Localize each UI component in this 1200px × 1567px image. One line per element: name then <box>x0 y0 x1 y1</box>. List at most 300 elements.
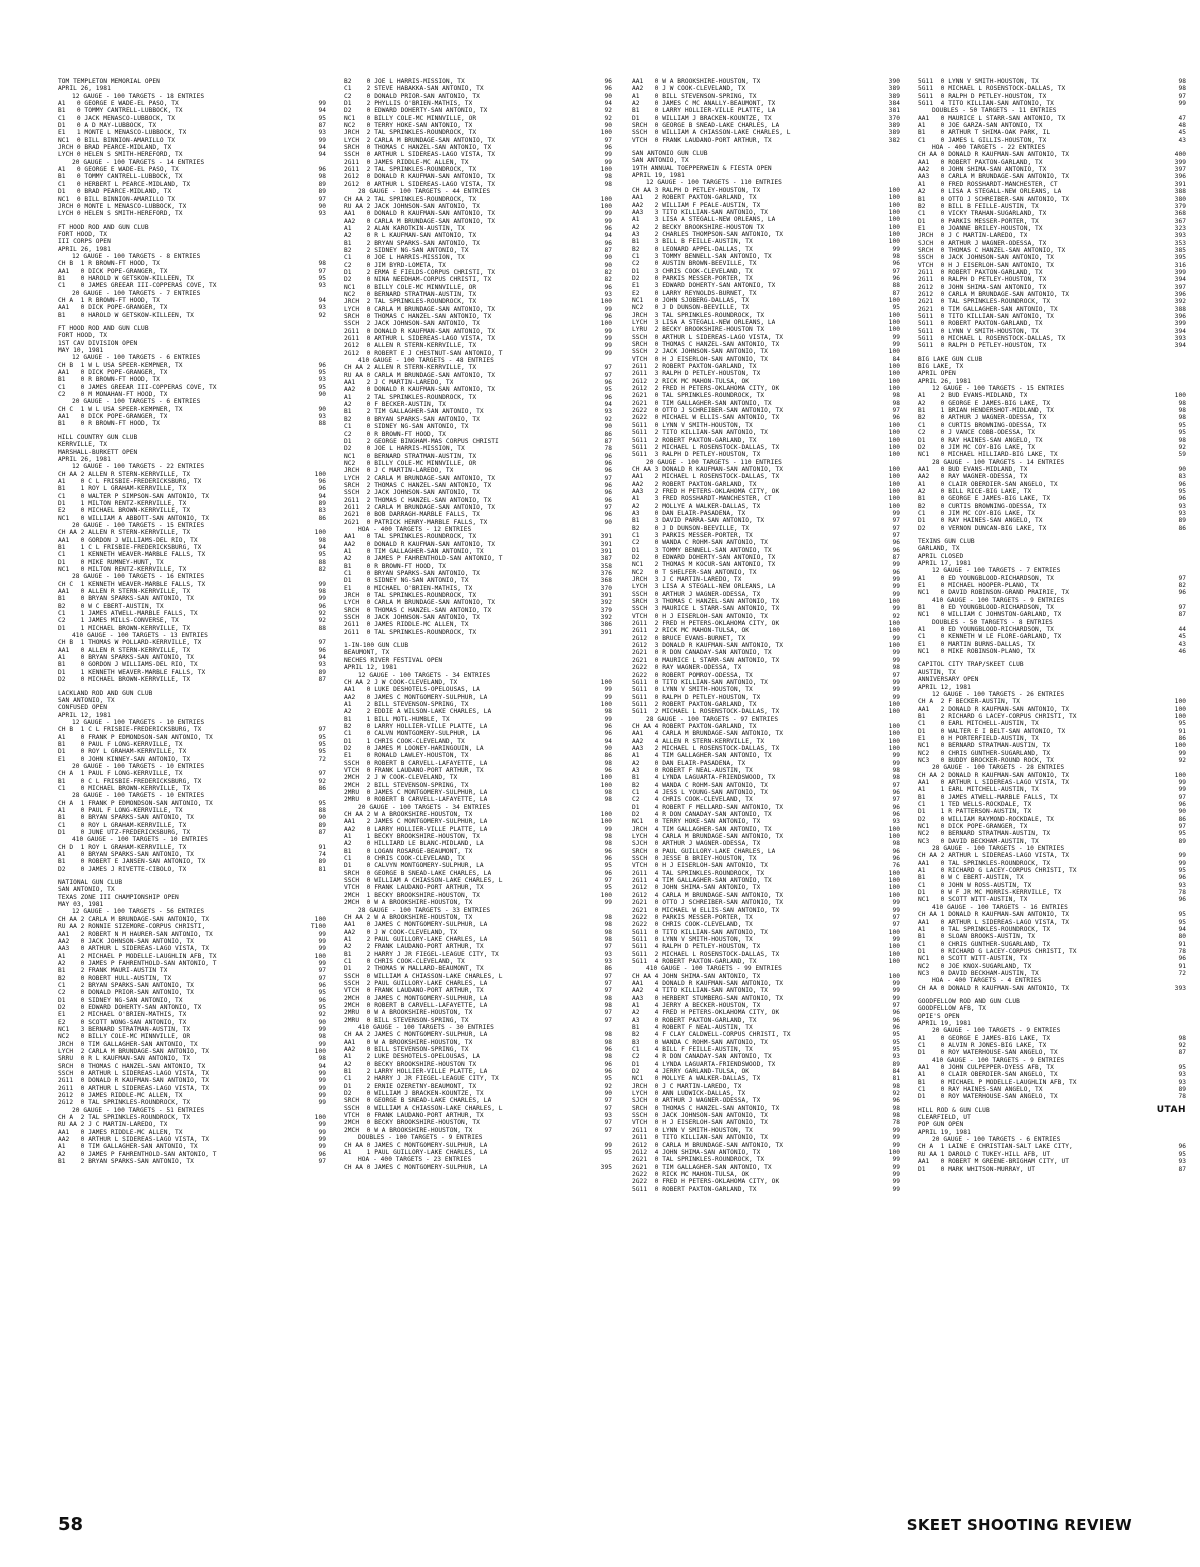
result-row <box>344 1142 612 1149</box>
result-row <box>918 1158 1186 1165</box>
result-row <box>918 122 1186 129</box>
result-row <box>344 686 612 693</box>
shooter-entry: C1 0 BRYAN SPARKS-SAN ANTONIO, TX <box>344 570 480 578</box>
shooter-entry: CH C 1 W L USA SPEER-KEMPNER, TX <box>58 405 183 413</box>
result-row <box>918 503 1186 510</box>
score: 396 <box>1174 313 1186 320</box>
result-row <box>632 194 900 201</box>
shooter-entry: JRCH 0 MONTE L MENASCO-LUBBOCK, TX <box>58 202 187 210</box>
shooter-entry: 2G22 0 OTTO J SCHREIBER-SAN ANTONIO, TX <box>632 407 784 415</box>
score: 91 <box>1178 962 1186 970</box>
shooter-entry: SRCH 0 GEORGE B SNEAD-LAKE CHARLES, LA <box>344 1097 492 1105</box>
result-row <box>58 741 326 748</box>
score: 98 <box>604 921 612 929</box>
result-row <box>344 555 612 562</box>
result-row <box>58 661 326 668</box>
result-row <box>632 605 900 612</box>
shooter-entry: B1 3 BILL B FEILLE-AUSTIN, TX <box>632 238 753 246</box>
result-row <box>58 144 326 151</box>
score: 93 <box>604 957 612 965</box>
shooter-entry: B1 0 HAROLD W GETSKOW-KILLEEN, TX <box>58 274 194 282</box>
score: 100 <box>600 298 612 306</box>
score: 78 <box>1178 947 1186 955</box>
result-row <box>632 517 900 524</box>
shooter-entry: A1 2 LUKE DESHOTELS-OPELOUSAS, LA <box>344 1053 480 1061</box>
shooter-entry: D1 0 SIDNEY NG-SAN ANTONIO, TX <box>344 577 469 585</box>
result-row <box>344 958 612 965</box>
shooter-entry: NC1 3 BERNARD STRATMAN-AUSTIN, TX <box>58 1025 191 1033</box>
event-title: 20 GAUGE - 100 TARGETS - 34 ENTRIES <box>358 803 491 811</box>
score: 99 <box>318 1084 326 1092</box>
shooter-entry: NC1 0 DICK POPE-GRANGER, TX <box>918 823 1028 831</box>
shooter-entry: 2G21 0 MICHAEL W ELLIS-SAN ANTONIO, TX <box>632 906 780 914</box>
result-row <box>632 767 900 774</box>
shooter-entry: A1 0 JOE GARZA-SAN ANTONIO, TX <box>918 122 1043 130</box>
score: 99 <box>892 1163 900 1171</box>
score: 96 <box>604 1068 612 1076</box>
result-row <box>344 247 612 254</box>
result-row <box>632 958 900 965</box>
score: 87 <box>318 829 326 837</box>
result-row <box>344 1009 612 1016</box>
result-row <box>918 196 1186 203</box>
result-row <box>344 497 612 504</box>
shooter-entry: D1 1 KENNETH WEAVER-MARBLE FALLS, TX <box>58 668 206 676</box>
shooter-entry: NC1 0 SCOTT WITT-AUSTIN, TX <box>918 955 1028 963</box>
result-row <box>632 451 900 458</box>
score: 389 <box>888 122 900 130</box>
score: 100 <box>888 238 900 246</box>
score: 86 <box>1178 815 1186 823</box>
score: 381 <box>888 107 900 115</box>
result-row <box>632 804 900 811</box>
shooter-entry: AA1 0 W A BROOKSHIRE-HOUSTON, TX <box>632 78 761 85</box>
shooter-entry: CH B 1 W L USA SPEER-KEMPNER, TX <box>58 361 183 369</box>
shooter-entry: A1 1 EARL MITCHELL-AUSTIN, TX <box>918 786 1039 794</box>
result-row <box>918 772 1186 779</box>
shooter-entry: SRCH 0 THOMAS C HANZEL-SAN ANTONIO, TX <box>344 144 492 152</box>
score: 100 <box>888 972 900 980</box>
event-title: 20 GAUGE - 100 TARGETS - 6 ENTRIES <box>932 1136 1061 1144</box>
result-row <box>632 85 900 92</box>
result-row <box>344 1046 612 1053</box>
score: 98 <box>604 935 612 943</box>
shooter-entry: 2G21 0 TIM GALLAGHER-SAN ANTONIO, TX <box>632 399 772 407</box>
shooter-entry: A1 0 GEORGE E WADE-EL PASO, TX <box>58 166 179 174</box>
shooter-entry: 2G21 0 R DON CANADAY-SAN ANTONIO, TX <box>632 649 772 657</box>
result-row <box>632 429 900 436</box>
score: 99 <box>892 341 900 349</box>
score: 93 <box>604 1112 612 1120</box>
event-title: 20 GAUGE - 100 TARGETS - 6 ENTRIES <box>72 398 201 406</box>
shooter-entry: SRCH 0 GEORGE B SNEAD-LAKE CHARLES, LA <box>344 869 492 877</box>
shooter-entry: NC2 0 TERRY HOKE-SAN ANTONIO, TX <box>344 122 473 130</box>
score: 93 <box>318 282 326 290</box>
score: 95 <box>892 1038 900 1046</box>
shooter-entry: 2G11 0 RALPH D PETLEY-HOUSTON, TX <box>918 276 1047 284</box>
shooter-entry: D2 0 JAMES M LOONEY-HARINGOUIN, LA <box>344 744 484 752</box>
shooter-entry: SRCH 0 THOMAS C HANZEL-SAN ANTONIO, TX <box>58 1062 206 1070</box>
score: 100 <box>888 700 900 708</box>
shooter-entry: NC2 0 T SHELFER-SAN ANTONIO, TX <box>632 568 757 576</box>
shooter-entry: AA2 0 DONALD R KAUFMAN-SAN ANTONIO, TX <box>344 386 496 394</box>
shooter-entry: B2 2 SIDNEY NG-SAN ANTONIO, TX <box>344 246 469 254</box>
score: 389 <box>888 85 900 93</box>
result-row <box>58 581 326 588</box>
result-row <box>632 561 900 568</box>
result-row <box>58 1099 326 1106</box>
shooter-entry: 5G11 0 TITO KILLIAN-SAN ANTONIO, TX <box>632 928 768 936</box>
result-row <box>58 413 326 420</box>
shooter-entry: 2MRU 0 JAMES C MONTGOMERY-SULPHUR, LA <box>344 789 488 796</box>
result-row <box>344 730 612 737</box>
shooter-entry: D2 0 JAMES J RIVETTE-CIBOLO, TX <box>58 865 187 873</box>
score: 98 <box>318 1055 326 1063</box>
shooter-entry: C1 4 BILL F FEILLE-AUSTIN, TX <box>632 1046 753 1054</box>
shooter-entry: SSCH 0 ARTHUR J WAGNER-ODESSA, TX <box>632 590 761 598</box>
shooter-entry: B2 0 BILL B FEILLE-AUSTIN, TX <box>918 202 1039 210</box>
result-row <box>918 582 1186 589</box>
shooter-entry: B1 1 C L FRISBIE-FREDERICKSBURG, TX <box>58 543 202 551</box>
result-row <box>918 203 1186 210</box>
score: 99 <box>604 693 612 701</box>
event-title: 410 GAUGE - 100 TARGETS - 13 ENTRIES <box>72 632 208 640</box>
score: 389 <box>888 129 900 137</box>
score: 97 <box>604 1009 612 1017</box>
result-row <box>58 500 326 507</box>
shooter-entry: D2 0 NINA NEEDHAM-CORPUS CHRISTI, TX <box>344 276 492 284</box>
club-info-line: APRIL 19, 1981 <box>632 172 685 180</box>
score: 100 <box>314 1114 326 1122</box>
score: 90 <box>318 405 326 413</box>
result-row <box>58 537 326 544</box>
score: 391 <box>600 628 612 636</box>
result-row <box>632 694 900 701</box>
shooter-entry: 2G21 0 MAURICE L STARR-SAN ANTONIO, TX <box>632 656 780 664</box>
score: 391 <box>600 533 612 541</box>
shooter-entry: CH AA 2 W A BROOKSHIRE-HOUSTON, TX <box>344 811 473 819</box>
result-row <box>344 262 612 269</box>
score: 99 <box>318 1077 326 1085</box>
shooter-entry: CH AA 2 W A BROOKSHIRE-HOUSTON, TX <box>344 913 473 921</box>
score: 98 <box>604 1038 612 1046</box>
result-row <box>58 953 326 960</box>
shooter-entry: 2G11 2 TAL SPRINKLES-ROUNDROCK, TX <box>344 166 477 174</box>
page-footer <box>0 1514 1200 1544</box>
score: 96 <box>892 1009 900 1017</box>
shooter-entry: E1 0 JOHN KINNEY-SAN ANTONIO, TX <box>58 755 191 763</box>
club-info-line: SAN ANTONIO, TX <box>632 157 689 165</box>
result-row <box>344 760 612 767</box>
score: 100 <box>888 311 900 319</box>
score: 390 <box>888 78 900 85</box>
result-row <box>344 1127 612 1134</box>
result-row <box>632 1002 900 1009</box>
result-row <box>632 122 900 129</box>
score: 76 <box>892 862 900 870</box>
result-row <box>918 254 1186 261</box>
score: 97 <box>604 877 612 885</box>
club-info-line: APRIL 12, 1981 <box>58 711 111 719</box>
score: 100 <box>1174 705 1186 713</box>
shooter-entry: C1 1 JAMES ATWELL-MARBLE FALLS, TX <box>58 610 198 618</box>
shooter-entry: A2 0 R L KAUFMAN-SAN ANTONIO, TX <box>344 232 477 240</box>
score: 89 <box>318 668 326 676</box>
result-row <box>632 554 900 561</box>
score: 95 <box>1178 1064 1186 1072</box>
score: 97 <box>604 943 612 951</box>
club-info-line: III CORPS OPEN <box>58 238 111 246</box>
shooter-entry: C1 0 CURTIS BROWNING-ODESSA, TX <box>918 421 1047 429</box>
shooter-entry: CH AA 0 JAMES C MONTGOMERY-SULPHUR, LA <box>344 1141 488 1149</box>
shooter-entry: AA1 0 ALLEN R STERN-KERRVILLE, TX <box>58 588 191 596</box>
score: 90 <box>1178 808 1186 816</box>
score: 97 <box>318 726 326 734</box>
score: 98 <box>604 1031 612 1039</box>
result-row <box>632 686 900 693</box>
score: 99 <box>892 935 900 943</box>
score: 43 <box>1178 640 1186 648</box>
shooter-entry: E1 0 MICHAEL O'BRIEN-MATHIS, TX <box>344 584 473 592</box>
result-row <box>632 1156 900 1163</box>
score: 399 <box>1174 320 1186 328</box>
club-info-line: MAY 10, 1981 <box>58 347 104 355</box>
score: 99 <box>892 509 900 517</box>
score: 90 <box>604 423 612 431</box>
score: 98 <box>604 173 612 181</box>
score: 100 <box>888 421 900 429</box>
result-row <box>58 1026 326 1033</box>
score: 100 <box>888 370 900 378</box>
result-row <box>344 1039 612 1046</box>
shooter-entry: 2G11 0 ARTHUR L SIDEREAS-LAGO VISTA, TX <box>344 335 496 343</box>
result-row <box>58 478 326 485</box>
shooter-entry: C1 1 TED WELLS-ROCKDALE, TX <box>918 801 1032 808</box>
result-row <box>344 973 612 980</box>
shooter-entry: 5G11 4 TITO KILLIAN-SAN ANTONIO, TX <box>918 100 1054 108</box>
shooter-entry: JRCH 0 TIM GALLAGHER-SAN ANTONIO, TX <box>58 1040 198 1048</box>
shooter-entry: A2 0 LISA A STEGALL-NEW ORLEANS, LA <box>918 188 1062 196</box>
shooter-entry: SSCH 0 ARTHUR L SIDEREAS-LAGO VISTA, TX <box>58 1070 210 1078</box>
shooter-entry: A2 4 FRED H PETERS-OKLAHOMA CITY, OK <box>632 1009 780 1017</box>
score: 96 <box>604 452 612 460</box>
result-row <box>632 539 900 546</box>
result-row <box>632 679 900 686</box>
shooter-entry: 2G11 0 JAMES RIDDLE-MC ALLEN, TX <box>344 158 469 166</box>
shooter-entry: D1 1 MILTON RENTZ-KERRVILLE, TX <box>58 499 187 507</box>
result-row <box>632 547 900 554</box>
shooter-entry: A1 2 PAUL GUILLORY-LAKE CHARLES, LA <box>344 935 488 943</box>
shooter-entry: 5G11 0 MICHAEL L ROSENSTOCK-DALLAS, TX <box>918 85 1066 93</box>
result-row <box>632 260 900 267</box>
score: 98 <box>1178 414 1186 422</box>
shooter-entry: RU AA 0 CARLA M BRUNDAGE-SAN ANTONIO, TX <box>344 371 496 379</box>
score: 95 <box>892 1046 900 1054</box>
score: 94 <box>318 492 326 500</box>
score: 95 <box>604 386 612 394</box>
shooter-entry: AA1 0 JAMES RIDDLE-MC ALLEN, TX <box>58 1128 183 1136</box>
result-row <box>344 328 612 335</box>
shooter-entry: B1 0 TOMMY CANTRELL-LUBBOCK, TX <box>58 173 183 181</box>
score: 99 <box>892 987 900 995</box>
score: 100 <box>888 943 900 951</box>
result-row <box>344 877 612 884</box>
shooter-entry: C1 0 CHRIS COOK-CLEVELAND, TX <box>344 957 465 965</box>
club-info-line: 1ST CAV DIVISION OPEN <box>58 339 138 347</box>
shooter-entry: 2G11 0 DONALD R KAUFMAN-SAN ANTONIO, TX <box>58 1077 210 1085</box>
score: 100 <box>314 1048 326 1055</box>
score: 97 <box>318 195 326 203</box>
score: 100 <box>888 480 900 488</box>
score: 100 <box>888 620 900 628</box>
shooter-entry: 2G22 0 MICHAEL W ELLIS-SAN ANTONIO, TX <box>632 414 780 422</box>
shooter-entry: 2G12 0 ARTHUR L SIDEREAS-LAGO VISTA, TX <box>344 180 496 188</box>
shooter-entry: A2 0 JAMES P FAHRENTHOLD-SAN ANTONIO, T <box>58 1150 217 1158</box>
score: 99 <box>892 1185 900 1193</box>
result-row <box>58 778 326 785</box>
shooter-entry: 2G12 0 TAL SPRINKLES-ROUNDROCK, TX <box>58 1099 191 1107</box>
shooter-entry: D2 0 VERNON DUNCAN-BIG LAKE, TX <box>918 524 1047 532</box>
result-row <box>918 1166 1186 1173</box>
result-row <box>58 100 326 107</box>
shooter-entry: 2MCH 0 ROBERT B CARVELL-LAFAYETTE, LA <box>344 1001 488 1009</box>
result-row <box>632 348 900 355</box>
score: 98 <box>892 664 900 672</box>
result-row <box>632 1105 900 1112</box>
shooter-entry: SJCH 0 ARTHUR J WAGNER-ODESSA, TX <box>632 840 761 848</box>
event-title: 20 GAUGE - 100 TARGETS - 14 ENTRIES <box>72 158 205 166</box>
result-row <box>344 240 612 247</box>
score: 89 <box>1178 837 1186 845</box>
score: 99 <box>892 561 900 569</box>
club-info-line: BEAUMONT, TX <box>344 649 390 657</box>
score: 95 <box>318 733 326 741</box>
result-row <box>344 585 612 592</box>
result-row <box>58 858 326 865</box>
result-row <box>918 188 1186 195</box>
score: 391 <box>600 592 612 600</box>
shooter-entry: E1 0 MICHAEL HOOPER-PLANO, TX <box>918 582 1039 590</box>
score: 100 <box>600 129 612 137</box>
score: 45 <box>1178 129 1186 137</box>
score: 96 <box>892 855 900 863</box>
shooter-entry: 2G11 2 ROBERT PAXTON-GARLAND, TX <box>632 363 757 371</box>
result-row <box>58 982 326 989</box>
shooter-entry: JRCH 2 TAL SPRINKLES-ROUNDROCK, TX <box>344 298 477 306</box>
score: 86 <box>318 784 326 792</box>
shooter-entry: 5G11 0 ROBERT PAXTON-GARLAND, TX <box>632 1185 757 1193</box>
shooter-entry: D1 0 W F JR MC MORRIS-KERRVILLE, TX <box>918 889 1062 897</box>
shooter-entry: C1 0 CALVN MONTGOMERY-SULPHUR, LA <box>344 730 480 738</box>
club-name: SAN ANTONIO GUN CLUB <box>632 150 708 158</box>
score: 93 <box>318 129 326 137</box>
shooter-entry: 2G11 2 FRED H PETERS-OKLAHOMA CITY, OK <box>632 620 780 628</box>
club-info-line: APRIL 12, 1981 <box>918 683 971 691</box>
shooter-entry: NC1 0 DAVID ROBINSON-GRAND PRAIRIE, TX <box>918 589 1070 597</box>
score: 100 <box>888 950 900 958</box>
club-result-block <box>918 998 1186 1101</box>
result-row <box>58 603 326 610</box>
score: 100 <box>888 642 900 650</box>
result-row <box>58 1151 326 1158</box>
result-row <box>344 533 612 540</box>
score: 97 <box>604 474 612 482</box>
score: 100 <box>888 230 900 238</box>
score: 388 <box>1174 305 1186 313</box>
club-result-block <box>918 538 1186 656</box>
score: 368 <box>600 577 612 585</box>
shooter-entry: D1 1 MICHAEL BROWN-KERRVILLE, TX <box>58 624 191 632</box>
score: 100 <box>888 296 900 304</box>
score: 95 <box>1178 720 1186 728</box>
result-row <box>344 541 612 548</box>
result-row <box>918 633 1186 640</box>
shooter-entry: 5G11 2 ROBERT PAXTON-GARLAND, TX <box>632 436 757 444</box>
score: 97 <box>318 770 326 778</box>
result-row <box>344 570 612 577</box>
shooter-entry: 2G22 0 CHRIS COOK-CLEVELAND, TX <box>632 921 753 929</box>
result-row <box>58 734 326 741</box>
result-row <box>632 826 900 833</box>
result-row <box>918 706 1186 713</box>
shooter-entry: 2MCH 2 BILL STEVENSON-SPRING, TX <box>344 781 469 789</box>
club-name: FT HOOD ROD AND GUN CLUB <box>58 325 149 332</box>
shooter-entry: CH AA 1 DONALD R KAUFMAN-SAN ANTONIO, TX <box>918 911 1070 919</box>
club-result-block <box>58 434 326 684</box>
score: 97 <box>892 671 900 679</box>
shooter-entry: D1 2 THOMAS W MALLARD-BEAUMONT, TX <box>344 965 484 973</box>
shooter-entry: NC1 0 MOLLYE A WALKER-DALLAS, TX <box>632 1075 761 1083</box>
club-info-line: KERRVILLE, TX <box>58 441 108 449</box>
shooter-entry: 2G21 0 TAL SPRINKLES-ROUNDROCK, TX <box>632 1156 765 1164</box>
shooter-entry: LYCH 0 CARLA M BRUNDAGE-SAN ANTONIO, TX <box>344 305 496 313</box>
score: 100 <box>888 627 900 635</box>
score: 91 <box>1178 727 1186 735</box>
result-row <box>632 1149 900 1156</box>
score: 96 <box>892 847 900 855</box>
score: 95 <box>604 862 612 870</box>
score: 399 <box>1174 268 1186 276</box>
result-row <box>918 444 1186 451</box>
shooter-entry: 2G21 0 TIM GALLAGHER-SAN ANTONIO, TX <box>918 305 1058 313</box>
shooter-entry: A1 2 BILL STEVENSON-SPRING, TX <box>344 700 469 708</box>
shooter-entry: D1 0 RAY HAINES-SAN ANGELO, TX <box>918 517 1043 525</box>
shooter-entry: 2G11 0 DONALD R KAUFMAN-SAN ANTONIO, TX <box>344 327 496 335</box>
club-result-block <box>344 642 612 1171</box>
score: 98 <box>604 180 612 188</box>
shooter-entry: 2G11 2 CARLA M BRUNDAGE-SAN ANTONIO, TX <box>344 503 496 511</box>
shooter-entry: NC1 0 WILLIAM A ABBOTT-SAN ANTONIO, TX <box>58 514 210 522</box>
result-row <box>344 870 612 877</box>
score: 394 <box>1174 276 1186 284</box>
shooter-entry: B1 2 HARRY J JR FIEGEL-LEAGUE CITY, TX <box>344 950 499 958</box>
result-row <box>344 504 612 511</box>
result-row <box>632 1075 900 1082</box>
shooter-entry: NC3 0 DAVID BECKHAM-AUSTIN, TX <box>918 837 1039 845</box>
result-row <box>344 350 612 357</box>
results-column-1 <box>58 78 326 1518</box>
shooter-entry: C2 1 JAMES MILLS-CONVERSE, TX <box>58 617 179 625</box>
shooter-entry: SSCH 0 ROBERT B CARVELL-LAFAYETTE, LA <box>344 759 488 767</box>
score: 93 <box>318 210 326 218</box>
result-row <box>632 884 900 891</box>
score: 99 <box>604 210 612 218</box>
shooter-entry: AA2 0 ARTHUR L SIDEREAS-LAGO VISTA, TX <box>58 1136 210 1144</box>
result-row <box>58 931 326 938</box>
result-row <box>344 833 612 840</box>
score: 100 <box>888 208 900 216</box>
result-row <box>632 672 900 679</box>
